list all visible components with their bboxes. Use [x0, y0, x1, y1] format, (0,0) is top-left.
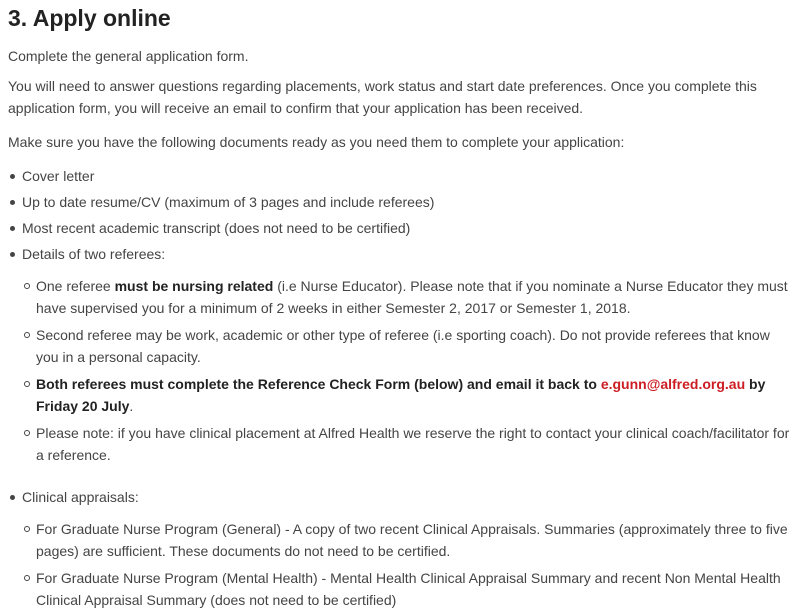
appraisal-general-item: For Graduate Nurse Program (General) - A copy of two recent Clinical Appraisals. Summaries (approximately three to five pages) are sufficient. These documents do not need to be certified. — [22, 518, 792, 562]
appraisal-mental-item: For Graduate Nurse Program (Mental Health) - Mental Health Clinical Appraisal Summary and recent Non Mental Health Clinical Appraisal Summary (does not need to be certified) — [22, 567, 792, 611]
apply-online-section — [0, 2, 800, 611]
referee-one-post: (i.e Nurse Educator). Please note that if you nominate a Nurse Educator they must have supervised you for a minimum of 2 weeks in either Semester 2, 2017 or Semester 1, 2018. — [36, 278, 788, 316]
appraisals-title: Clinical appraisals: — [22, 489, 139, 505]
referee-both-post: by Friday 20 July — [36, 376, 766, 414]
referee-both-item — [22, 373, 792, 417]
referee-both-end: . — [129, 398, 134, 414]
referee-one-emphasis: must be nursing related — [114, 278, 274, 294]
list-item-resume: Up to date resume/CV (maximum of 3 pages and include referees) — [8, 191, 792, 213]
referees-list — [22, 275, 792, 466]
referee-note-item: Please note: if you have clinical placement at Alfred Health we reserve the right to contact your clinical coach/facilitator for a reference. — [22, 422, 792, 466]
referee-two-item: Second referee may be work, academic or other type of referee (i.e sporting coach). Do not provide referees that know you in a personal capacity. — [22, 324, 792, 368]
appraisals-list — [22, 518, 792, 611]
referee-both-pre: Both referees must complete the Reference Check Form (below) and email it back to — [36, 376, 601, 392]
list-item-transcript: Most recent academic transcript (does not need to be certified) — [8, 217, 792, 239]
documents-list — [8, 165, 792, 611]
referee-one-pre: One referee — [36, 278, 115, 294]
intro-text: Complete the general application form. — [8, 48, 249, 64]
referees-title: Details of two referees: — [22, 246, 166, 262]
list-item-appraisals — [8, 486, 792, 611]
notice-paragraph: You will need to answer questions regarding placements, work status and start date preferences. Once you complete this application form, you will receive an email to confirm that your application has been received. — [8, 78, 757, 116]
section-heading: 3. Apply online — [8, 5, 171, 31]
referee-one-item — [22, 275, 792, 319]
list-item-referees — [8, 243, 792, 466]
list-item-cover-letter: Cover letter — [8, 165, 792, 187]
documents-paragraph: Make sure you have the following documents ready as you need them to complete your application: — [8, 134, 625, 150]
email-link[interactable]: e.gunn@alfred.org.au — [600, 376, 746, 392]
